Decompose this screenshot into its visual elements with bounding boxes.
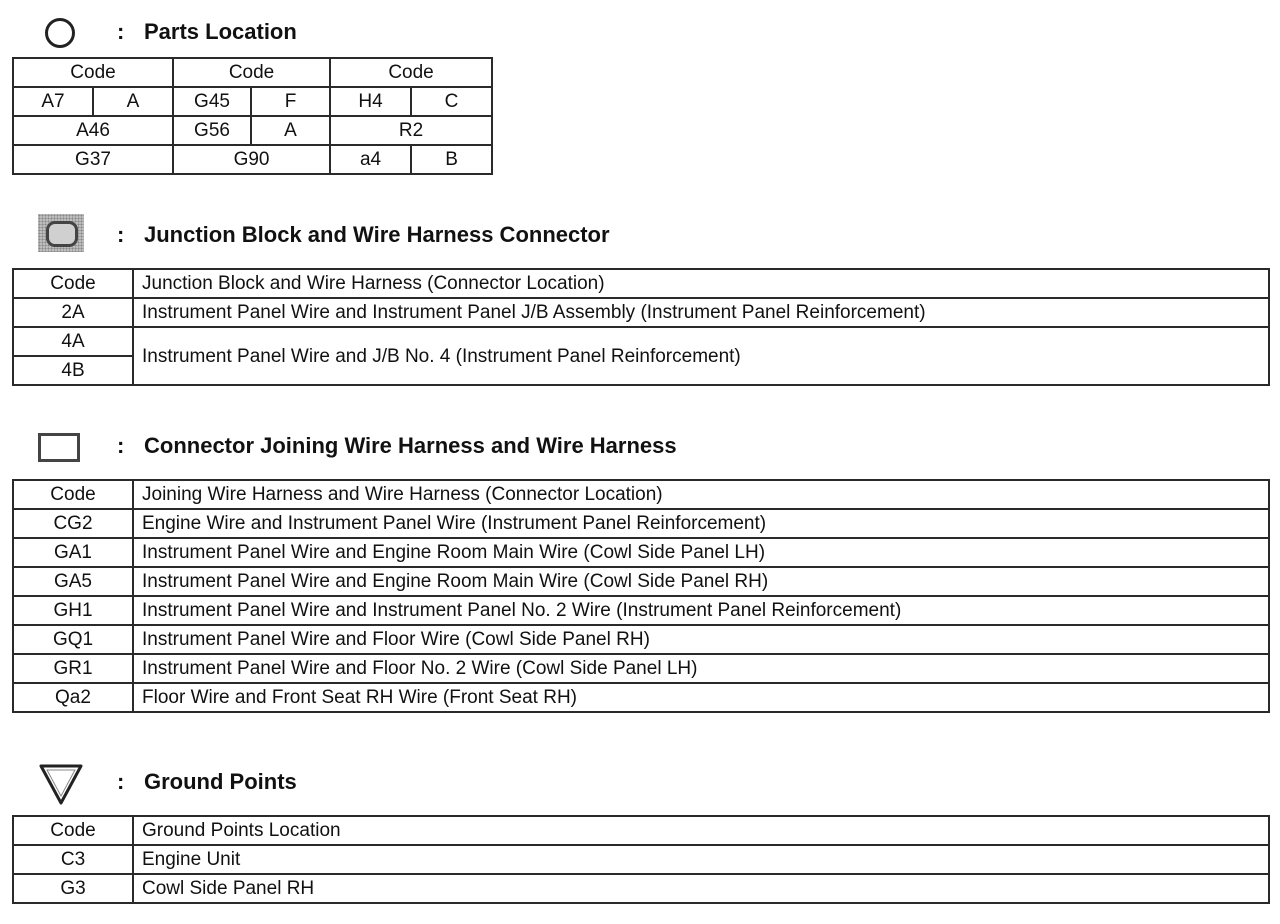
inverted-triangle-icon <box>38 763 84 807</box>
ground-points-heading <box>0 763 600 797</box>
connector-joining-table <box>12 479 1270 713</box>
description-cell: Engine Unit <box>133 845 1269 874</box>
junction-block-heading <box>0 216 800 250</box>
description-cell: Instrument Panel Wire and Instrument Panel J/B Assembly (Instrument Panel Reinforcement) <box>133 298 1269 327</box>
table-row <box>13 845 1269 874</box>
connector-joining-heading <box>0 430 900 464</box>
table-cell: G56 <box>173 116 251 145</box>
code-cell: Qa2 <box>13 683 133 712</box>
section-title: Junction Block and Wire Harness Connector <box>144 222 610 247</box>
header-code: Code <box>173 58 330 87</box>
table-header-row <box>13 816 1269 845</box>
description-cell: Instrument Panel Wire and Floor No. 2 Wire (Cowl Side Panel LH) <box>133 654 1269 683</box>
table-cell: A46 <box>13 116 173 145</box>
header-description: Joining Wire Harness and Wire Harness (Connector Location) <box>133 480 1269 509</box>
description-cell: Instrument Panel Wire and J/B No. 4 (Instrument Panel Reinforcement) <box>133 327 1269 385</box>
header-description: Ground Points Location <box>133 816 1269 845</box>
code-cell: 4A <box>13 327 133 356</box>
header-description: Junction Block and Wire Harness (Connector Location) <box>133 269 1269 298</box>
code-cell: 2A <box>13 298 133 327</box>
code-cell: G3 <box>13 874 133 903</box>
code-cell: GR1 <box>13 654 133 683</box>
table-row <box>13 327 1269 356</box>
heading-colon: : <box>117 222 125 247</box>
heading-colon: : <box>117 19 125 44</box>
table-cell: A <box>93 87 173 116</box>
circle-icon <box>45 18 75 48</box>
table-cell: A7 <box>13 87 93 116</box>
table-cell: a4 <box>330 145 411 174</box>
table-cell: R2 <box>330 116 492 145</box>
description-cell: Instrument Panel Wire and Instrument Panel No. 2 Wire (Instrument Panel Reinforcement) <box>133 596 1269 625</box>
table-row <box>13 683 1269 712</box>
section-title: Connector Joining Wire Harness and Wire Harness <box>144 433 677 458</box>
section-title: Ground Points <box>144 769 297 794</box>
description-cell: Instrument Panel Wire and Engine Room Main Wire (Cowl Side Panel LH) <box>133 538 1269 567</box>
description-cell: Cowl Side Panel RH <box>133 874 1269 903</box>
header-code: Code <box>13 269 133 298</box>
description-cell: Instrument Panel Wire and Engine Room Main Wire (Cowl Side Panel RH) <box>133 567 1269 596</box>
table-cell: F <box>251 87 330 116</box>
table-row <box>13 116 492 145</box>
code-cell: GA5 <box>13 567 133 596</box>
code-cell: GH1 <box>13 596 133 625</box>
table-row <box>13 596 1269 625</box>
table-row <box>13 654 1269 683</box>
table-cell: H4 <box>330 87 411 116</box>
section-title: Parts Location <box>144 19 297 44</box>
table-cell: C <box>411 87 492 116</box>
table-row <box>13 538 1269 567</box>
table-row <box>13 87 492 116</box>
code-cell: C3 <box>13 845 133 874</box>
table-header-row <box>13 480 1269 509</box>
parts-location-heading <box>0 16 600 50</box>
code-cell: GQ1 <box>13 625 133 654</box>
table-header-row <box>13 269 1269 298</box>
header-code: Code <box>13 480 133 509</box>
header-code: Code <box>330 58 492 87</box>
junction-block-table <box>12 268 1270 386</box>
description-cell: Floor Wire and Front Seat RH Wire (Front Seat RH) <box>133 683 1269 712</box>
header-code: Code <box>13 58 173 87</box>
code-cell: GA1 <box>13 538 133 567</box>
parts-location-table <box>12 57 493 175</box>
table-cell: B <box>411 145 492 174</box>
table-row <box>13 874 1269 903</box>
header-code: Code <box>13 816 133 845</box>
description-cell: Instrument Panel Wire and Floor Wire (Cowl Side Panel RH) <box>133 625 1269 654</box>
table-row <box>13 298 1269 327</box>
heading-colon: : <box>117 433 125 458</box>
code-cell: 4B <box>13 356 133 385</box>
table-row <box>13 145 492 174</box>
table-cell: G90 <box>173 145 330 174</box>
shaded-rounded-rectangle-icon <box>38 214 84 252</box>
table-row <box>13 509 1269 538</box>
code-cell: CG2 <box>13 509 133 538</box>
rectangle-icon <box>38 433 80 462</box>
description-cell: Engine Wire and Instrument Panel Wire (Instrument Panel Reinforcement) <box>133 509 1269 538</box>
table-row <box>13 625 1269 654</box>
ground-points-table <box>12 815 1270 904</box>
table-cell: G37 <box>13 145 173 174</box>
heading-colon: : <box>117 769 125 794</box>
table-cell: G45 <box>173 87 251 116</box>
table-cell: A <box>251 116 330 145</box>
table-header-row <box>13 58 492 87</box>
table-row <box>13 567 1269 596</box>
